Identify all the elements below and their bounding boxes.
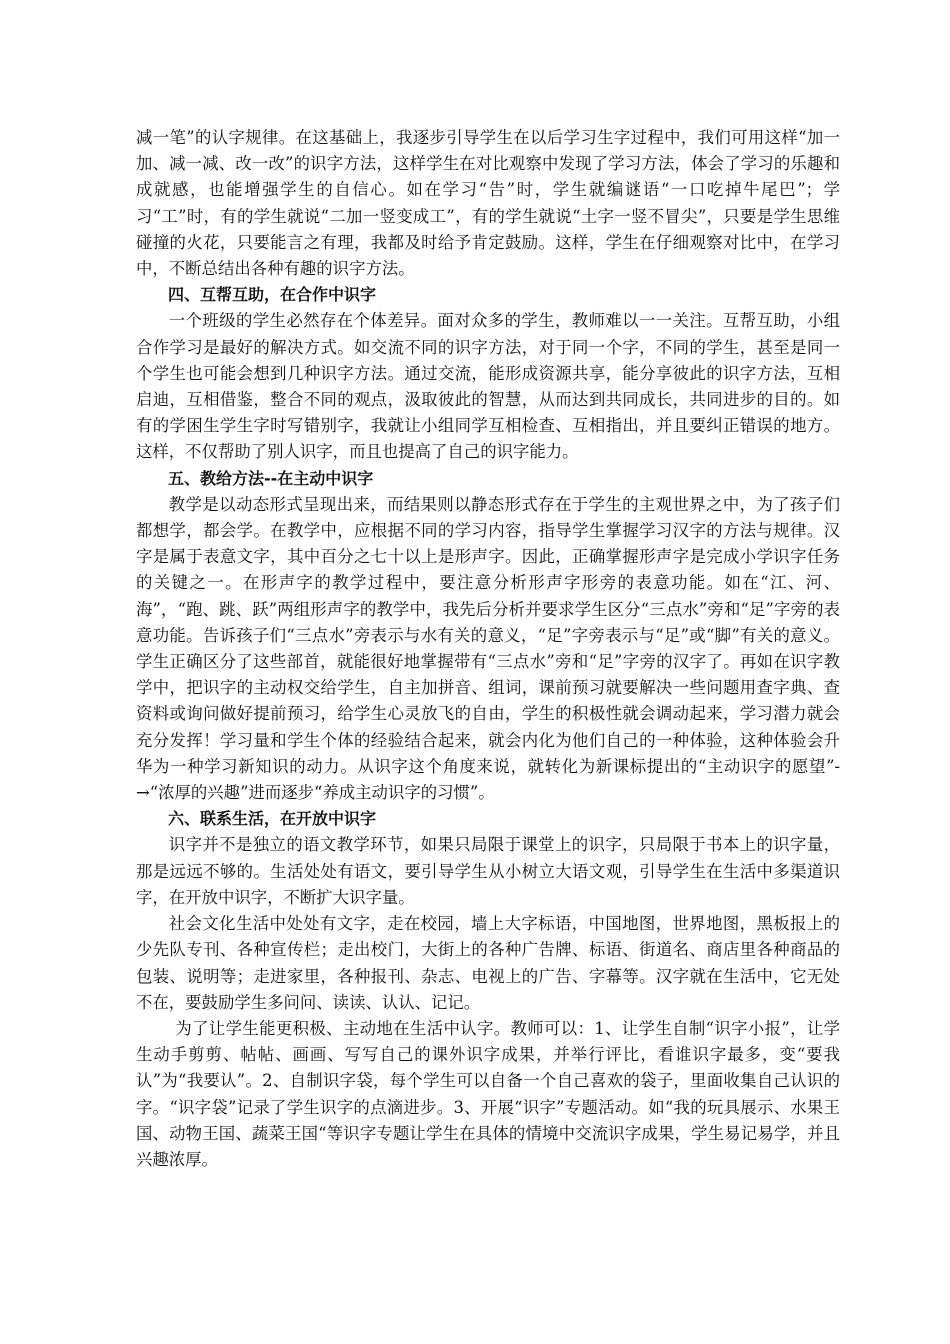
body-paragraph: 一个班级的学生必然存在个体差异。面对众多的学生，教师难以一一关注。互帮互助，小组合作学习是最好的解决方式。如交流不同的识字方法，对于同一个字，不同的学生，甚至是同一个学生也可能会想到几种识字方法。通过交流，能形成资源共享，能分享彼此的识字方法，互相启迪，互相借鉴，整合不同的观点，汲取彼此的智慧，从而达到共同成长，共同进步的目的。如有的学困生学生字时写错别字，我就让小组同学互相检查、互相指出，并且要纠正错误的地方。这样，不仅帮助了别人识字，而且也提高了自己的识字能力。 (136, 311, 840, 462)
document-page (136, 125, 840, 1173)
body-paragraph: 社会文化生活中处处有文字，走在校园，墙上大字标语，中国地图，世界地图，黑板报上的少先队专刊、各种宣传栏；走出校门，大街上的各种广告牌、标语、街道名、商店里各种商品的包装、说明等；走进家里，各种报刊、杂志、电视上的广告、字幕等。汉字就在生活中，它无处不在，要鼓励学生多问问、读读、认认、记记。 (136, 914, 840, 1012)
section-heading-4: 四、互帮互助，在合作中识字 (168, 285, 377, 305)
body-paragraph: 教学是以动态形式呈现出来，而结果则以静态形式存在于学生的主观世界之中，为了孩子们都想学，都会学。在教学中，应根据不同的学习内容，指导学生掌握学习汉字的方法与规律。汉字是属于表意文字，其中百分之七十以上是形声字。因此，正确掌握形声字是完成小学识字任务的关键之一。在形声字的教学过程中，要注意分析形声字形旁的表意功能。如在“江、河、海”，“跑、跳、跃”两组形声字的教学中，我先后分析并要求学生区分“三点水”旁和“足”字旁的表意功能。告诉孩子们“三点水”旁表示与水有关的意义，“足”字旁表示与“足”或“脚”有关的意义。学生正确区分了这些部首，就能很好地掌握带有“三点水”旁和“足”字旁的汉字了。再如在识字教学中，把识字的主动权交给学生，自主加拼音、组词，课前预习就要解决一些问题用查字典、查资料或询问做好提前预习，给学生心灵放飞的自由，学生的积极性就会调动起来，学习潜力就会充分发挥！学习量和学生个体的经验结合起来，就会内化为他们自己的一种体验，这种体验会升华为一种学习新知识的动力。从识字这个角度来说，就转化为新课标提出的“主动识字的愿望”-→“浓厚的兴趣”进而逐步“养成主动识字的习惯”。 (136, 494, 840, 803)
body-paragraph: 为了让学生能更积极、主动地在生活中认字。教师可以：1、让学生自制“识字小报”，让学生动手剪剪、帖帖、画画、写写自己的课外识字成果，并举行评比，看谁识字最多，变“要我认”为“我要认”。2、自制识字袋，每个学生可以自备一个自己喜欢的袋子，里面收集自己认识的字。“识字袋”记录了学生识字的点滴进步。3、开展“识字”专题活动。如“我的玩具展示、水果王国、动物王国、蔬菜王国“等识字专题让学生在具体的情境中交流识字成果，学生易记易学，并且兴趣浓厚。 (136, 1018, 840, 1169)
body-paragraph: 识字并不是独立的语文教学环节，如果只局限于课堂上的识字，只局限于书本上的识字量，那是远远不够的。生活处处有语文，要引导学生从小树立大语文观，引导学生在生活中多渠道识字，在开放中识字，不断扩大识字量。 (136, 835, 840, 907)
section-heading-5: 五、教给方法--在主动中识字 (168, 468, 374, 488)
section-heading-6: 六、联系生活，在开放中识字 (168, 809, 377, 829)
body-paragraph: 减一笔”的认字规律。在这基础上，我逐步引导学生在以后学习生字过程中，我们可用这样“加一加、减一减、改一改”的识字方法，这样学生在对比观察中发现了学习方法，体会了学习的乐趣和成就感，也能增强学生的自信心。如在学习“告”时，学生就编谜语“一口吃掉牛尾巴”；学习“工”时，有的学生就说“二加一竖变成工”，有的学生就说“土字一竖不冒尖”，只要是学生思维碰撞的火花，只要能言之有理，我都及时给予肯定鼓励。这样，学生在仔细观察对比中，在学习中，不断总结出各种有趣的识字方法。 (136, 128, 840, 279)
